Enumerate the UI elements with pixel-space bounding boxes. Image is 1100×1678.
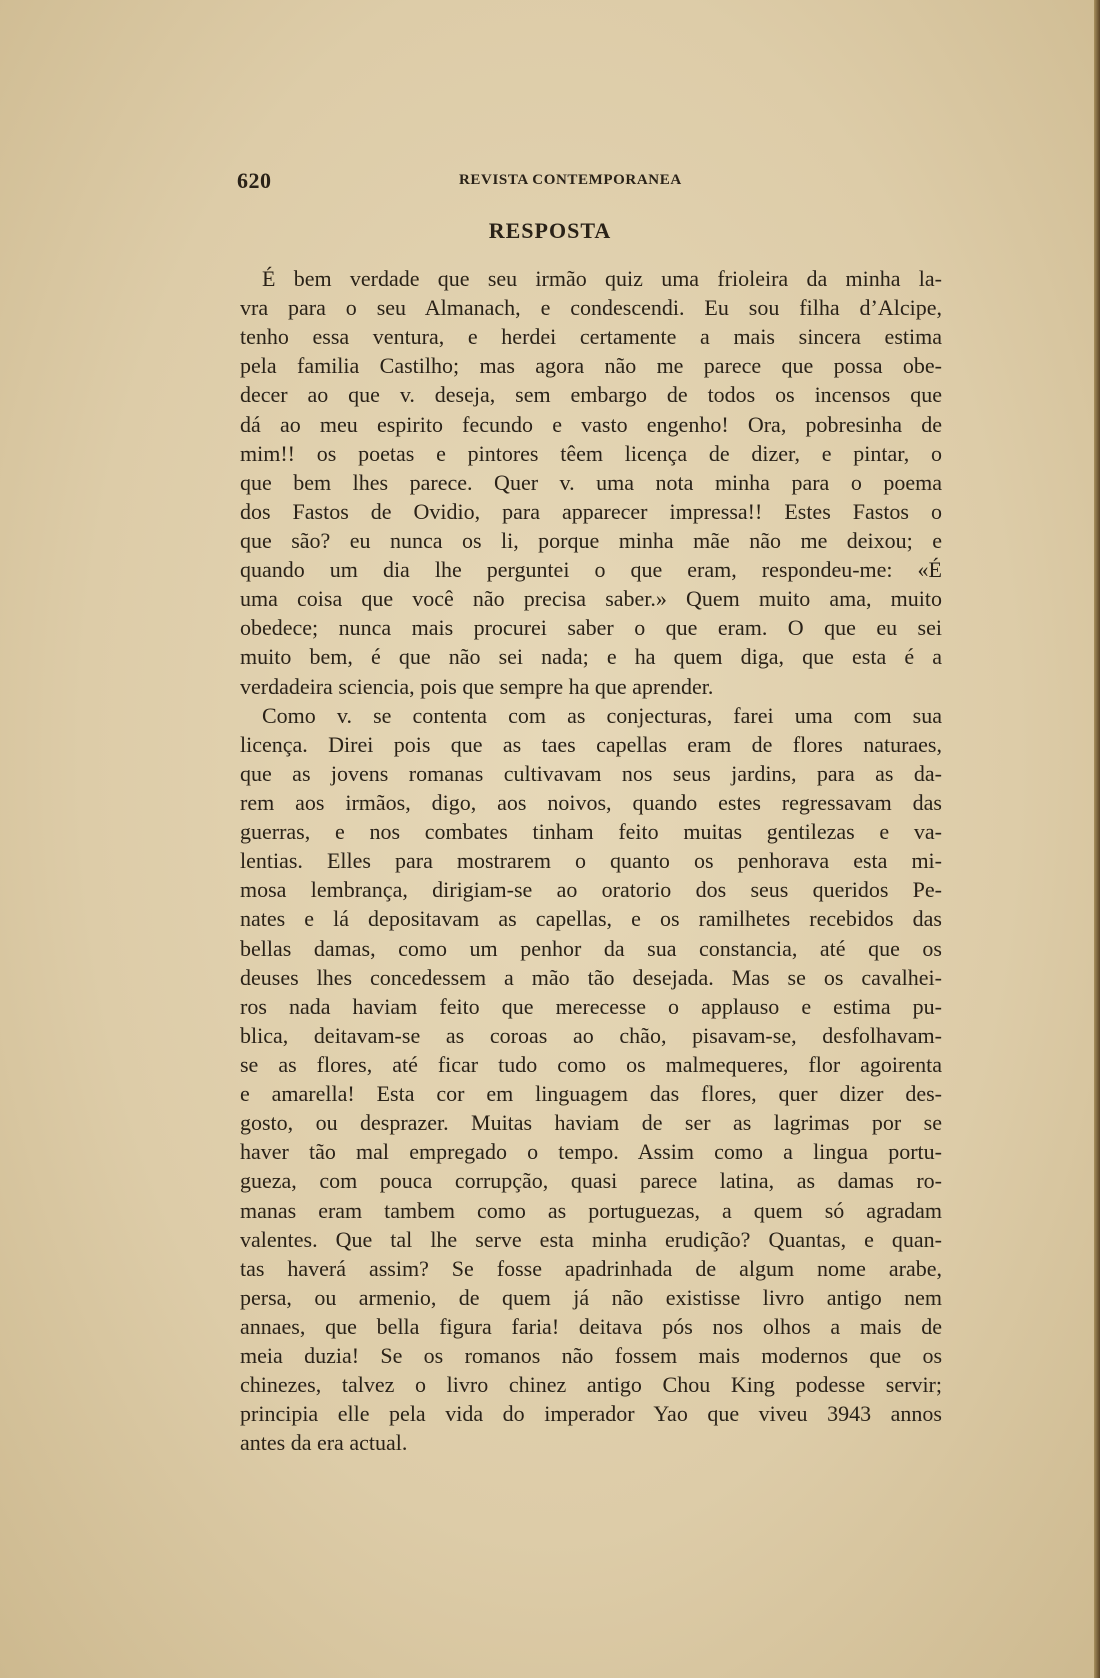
body-text (240, 264, 942, 1457)
text-line: blica, deitavam-se as coroas ao chão, pisavam-se, desfolhavam- (240, 1022, 942, 1048)
text-line: meia duzia! Se os romanos não fossem mais modernos que os (240, 1343, 942, 1369)
text-line: se as flores, até ficar tudo como os malmequeres, flor agoirenta (240, 1051, 942, 1077)
text-line: tenho essa ventura, e herdei certamente a mais sincera estima (240, 324, 942, 350)
page-header (237, 168, 937, 196)
text-line: que bem lhes parece. Quer v. uma nota minha para o poema (240, 469, 942, 495)
text-line: manas eram tambem como as portuguezas, a quem só agradam (240, 1197, 942, 1223)
text-line: principia elle pela vida do imperador Yao que viveu 3943 annos (240, 1401, 942, 1427)
text-line: antes da era actual. (240, 1430, 408, 1456)
text-line: verdadeira sciencia, pois que sempre ha que aprender. (240, 673, 714, 699)
text-line: guerras, e nos combates tinham feito muitas gentilezas e va- (240, 819, 942, 845)
text-line: licença. Direi pois que as taes capellas eram de flores naturaes, (240, 731, 942, 757)
text-line: decer ao que v. deseja, sem embargo de todos os incensos que (240, 382, 942, 408)
text-line: haver tão mal empregado o tempo. Assim como a lingua portu- (240, 1139, 942, 1165)
text-line: gueza, com pouca corrupção, quasi parece latina, as damas ro- (240, 1168, 942, 1194)
page-number: 620 (237, 168, 272, 193)
text-line: mim!! os poetas e pintores têem licença de dizer, e pintar, o (240, 440, 942, 466)
text-line: uma coisa que você não precisa saber.» Quem muito ama, muito (240, 586, 942, 612)
text-line: valentes. Que tal lhe serve esta minha erudição? Quantas, e quan- (240, 1226, 942, 1252)
text-line: dos Fastos de Ovidio, para apparecer impressa!! Estes Fastos o (240, 498, 942, 524)
running-head: REVISTA CONTEMPORANEA (459, 172, 682, 188)
text-line: bellas damas, como um penhor da sua constancia, até que os (240, 935, 942, 961)
text-line: deuses lhes concedessem a mão tão desejada. Mas se os cavalhei- (240, 964, 942, 990)
text-line: ros nada haviam feito que merecesse o applauso e estima pu- (240, 993, 942, 1019)
text-line: pela familia Castilho; mas agora não me parece que possa obe- (240, 353, 942, 379)
text-line: persa, ou armenio, de quem já não existisse livro antigo nem (240, 1284, 942, 1310)
text-line: obedece; nunca mais procurei saber o que eram. O que eu sei (240, 615, 942, 641)
text-line: que são? eu nunca os li, porque minha mãe não me deixou; e (240, 527, 942, 553)
text-line: lentias. Elles para mostrarem o quanto os penhorava esta mi- (240, 848, 942, 874)
text-line: quando um dia lhe perguntei o que eram, respondeu-me: «É (240, 557, 942, 583)
text-line: annaes, que bella figura faria! deitava pós nos olhos a mais de (240, 1313, 942, 1339)
text-line: mosa lembrança, dirigiam-se ao oratorio dos seus queridos Pe- (240, 877, 942, 903)
text-line: vra para o seu Almanach, e condescendi. Eu sou filha d’Alcipe, (240, 295, 942, 321)
text-line: É bem verdade que seu irmão quiz uma frioleira da minha la- (262, 266, 942, 291)
text-line: dá ao meu espirito fecundo e vasto engenho! Ora, pobresinha de (240, 411, 942, 437)
text-line: e amarella! Esta cor em linguagem das flores, quer dizer des- (240, 1081, 942, 1107)
text-line: Como v. se contenta com as conjecturas, farei uma com sua (262, 702, 942, 728)
text-line: gosto, ou desprazer. Muitas haviam de ser as lagrimas por se (240, 1110, 942, 1136)
text-line: tas haverá assim? Se fosse apadrinhada de algum nome arabe, (240, 1255, 942, 1281)
text-line: muito bem, é que não sei nada; e ha quem diga, que esta é a (240, 644, 942, 670)
article-title: RESPOSTA (488, 218, 612, 243)
text-line: nates e lá depositavam as capellas, e os ramilhetes recebidos das (240, 906, 942, 932)
page-edge-shadow (1094, 0, 1100, 1678)
text-line: chinezes, talvez o livro chinez antigo Chou King podesse servir; (240, 1372, 942, 1398)
text-line: que as jovens romanas cultivavam nos seus jardins, para as da- (240, 760, 942, 786)
text-line: rem aos irmãos, digo, aos noivos, quando estes regressavam das (240, 789, 942, 815)
